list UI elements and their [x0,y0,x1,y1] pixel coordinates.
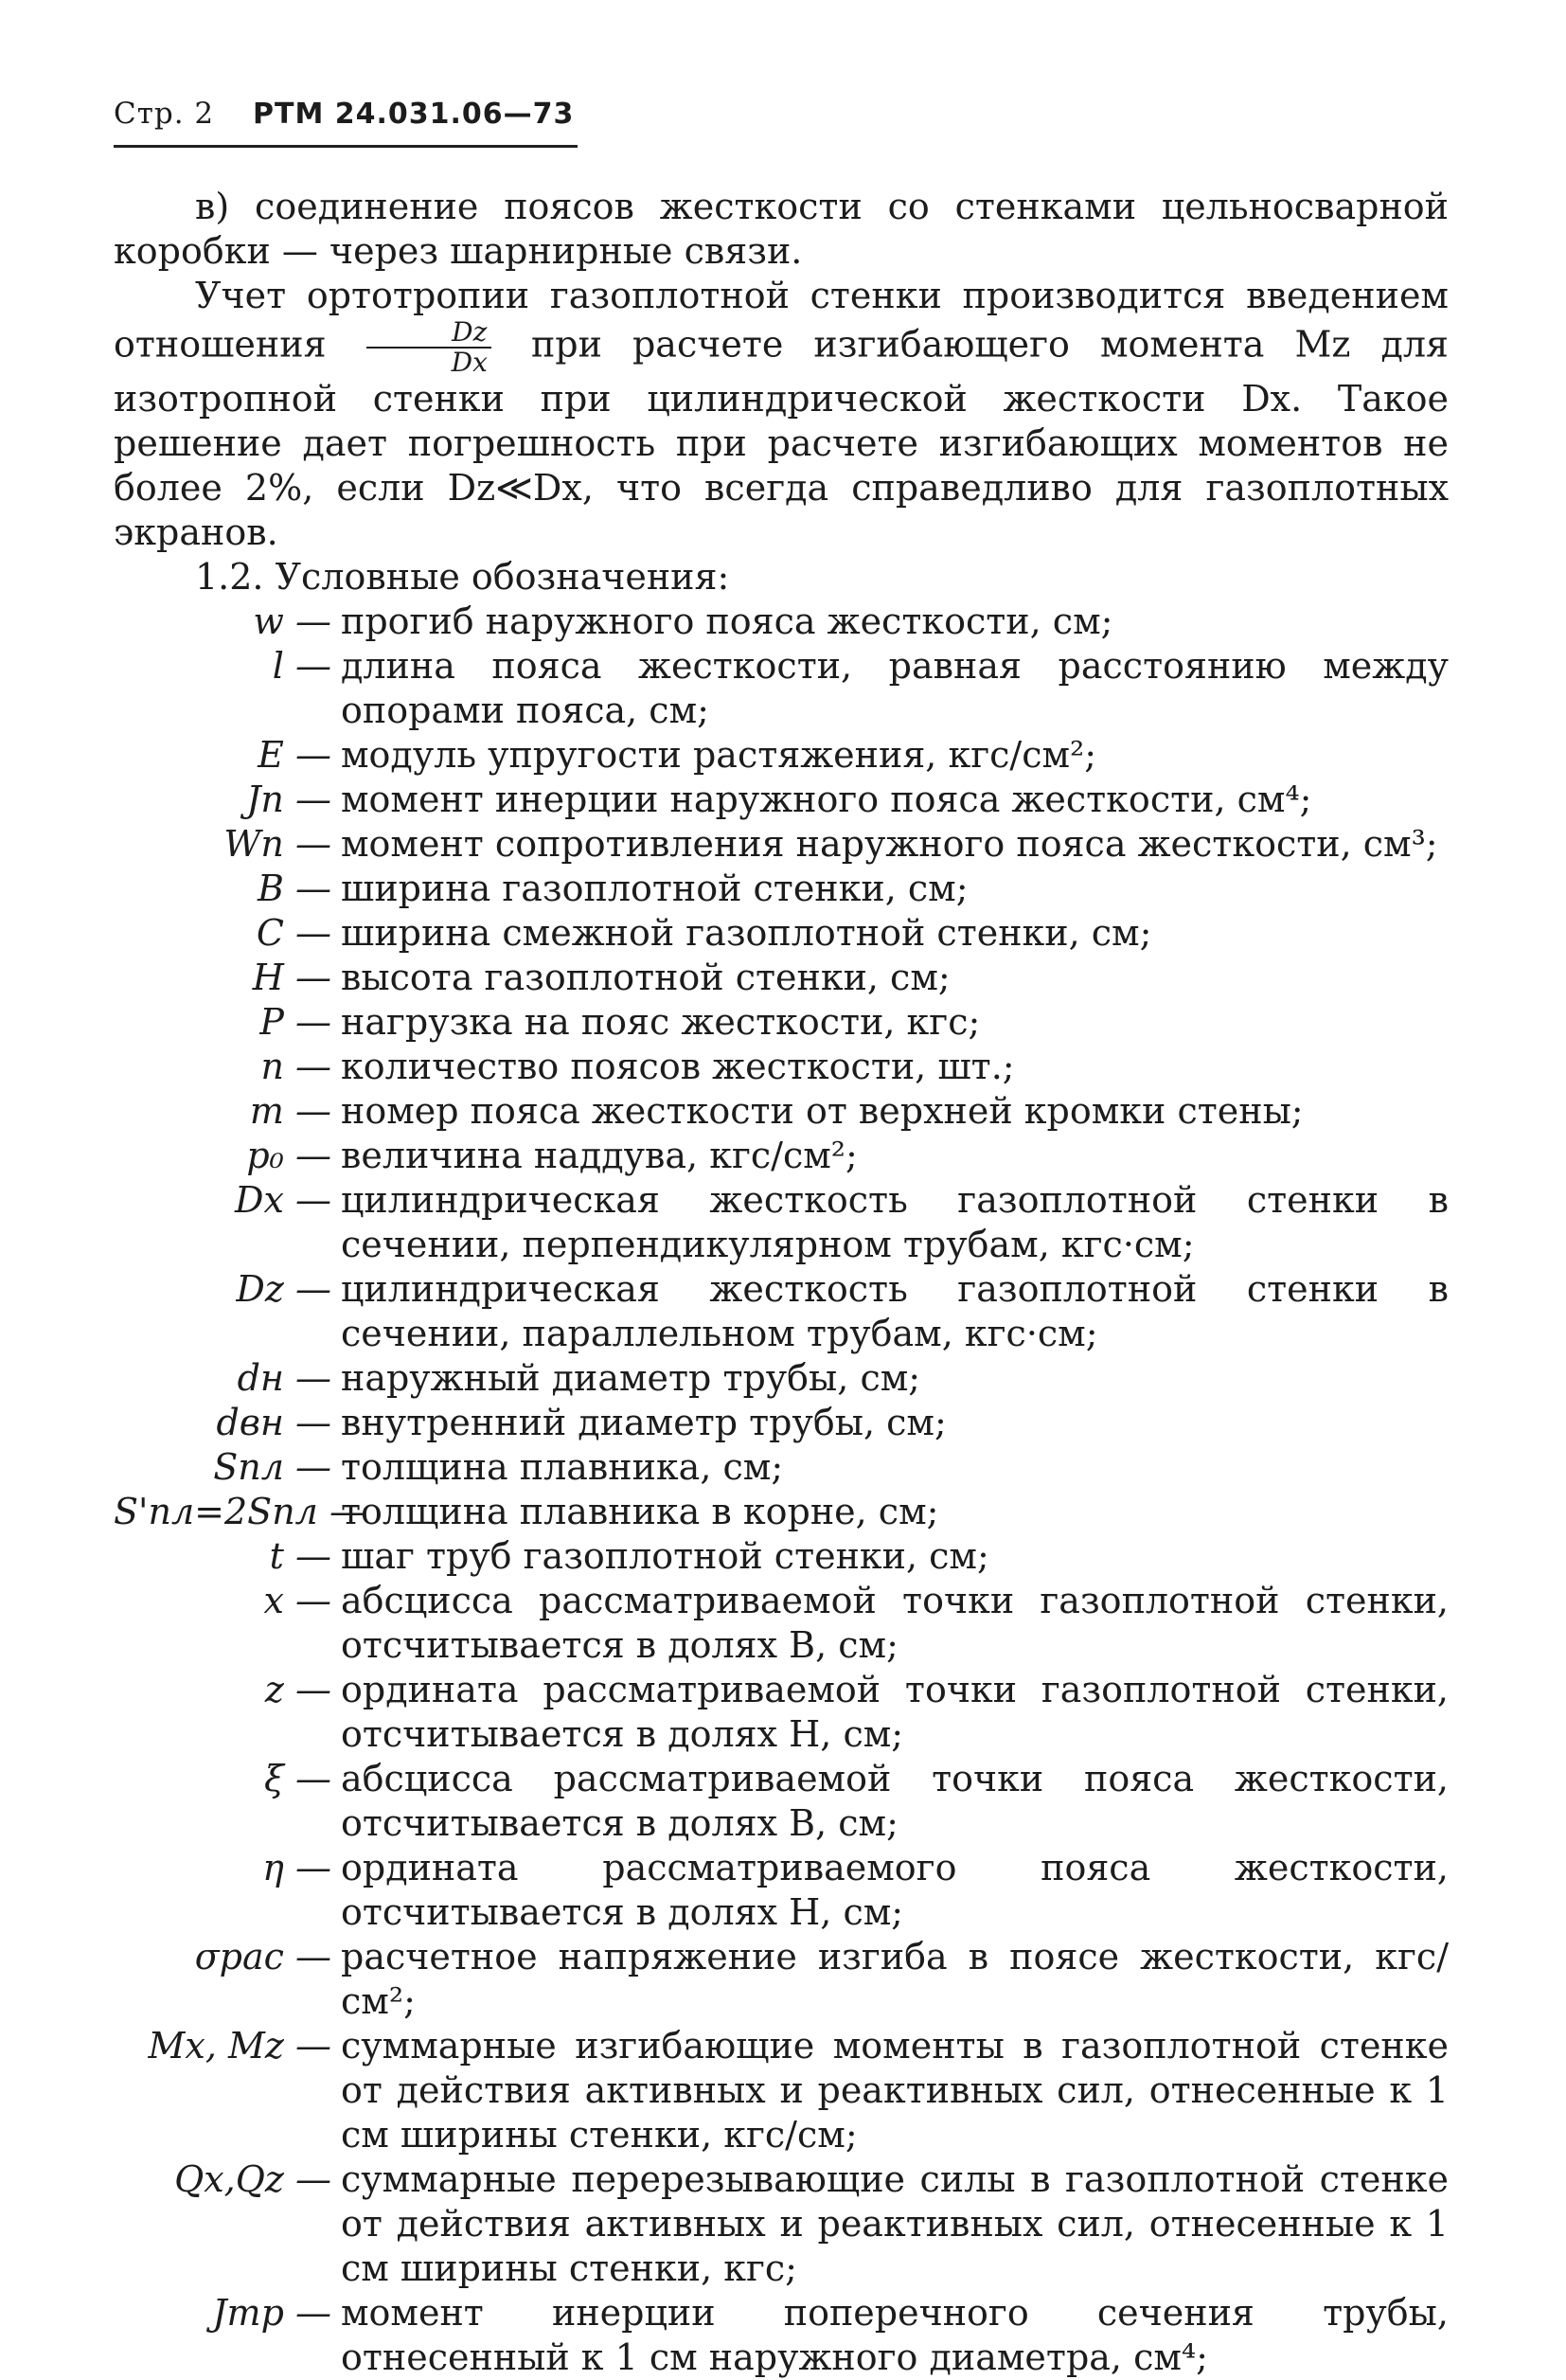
notation-item [114,1134,1449,1178]
notation-symbol: E — [258,734,331,776]
document-code: РТМ 24.031.06—73 [253,98,575,131]
notation-item [114,822,1449,867]
notation-description: ширина газоплотной стенки, см; [341,868,969,909]
notation-symbol: S'пл=2Sпл — [114,1491,365,1532]
notation-item [114,1401,1449,1445]
notation-symbol: η — [262,1847,331,1888]
notation-item [114,1757,1449,1846]
notation-item [114,911,1449,956]
paragraph-connection: в) соединение поясов жесткости со стенками цельносварной коробки — через шарнирные связи. [114,186,1449,272]
notation-symbol: x — [263,1580,331,1621]
notation-symbol: H — [252,957,331,998]
notation-symbol: Mx, Mz — [148,2025,331,2067]
notation-description: ордината рассматриваемой точки газоплотной стенки, отсчитывается в долях H, см; [341,1669,1449,1755]
notation-item [114,778,1449,822]
notation-symbol: t — [269,1535,331,1577]
notation-item [114,599,1449,644]
notation-list [114,599,1449,2380]
notation-description: номер пояса жесткости от верхней кромки стены; [341,1090,1304,1132]
notation-description: высота газоплотной стенки, см; [341,957,951,998]
notation-item [114,1490,1449,1534]
notation-item [114,2157,1449,2291]
notation-description: наружный диаметр трубы, см; [341,1357,921,1399]
notation-symbol: z — [264,1669,331,1710]
notation-description: толщина плавника в корне, см; [341,1491,939,1532]
notation-description: нагрузка на пояс жесткости, кгс; [341,1001,981,1043]
notation-description: момент инерции поперечного сечения трубы, отнесенный к 1 см наружного диаметра, см⁴; [341,2292,1449,2378]
notation-symbol: σрас — [194,1936,331,1977]
notation-description: абсцисса рассматриваемой точки газоплотной стенки, отсчитывается в долях B, см; [341,1580,1449,1666]
notation-description: длина пояса жесткости, равная расстоянию между опорами пояса, см; [341,645,1449,731]
notation-symbol: Qx,Qz — [174,2158,331,2200]
notation-item [114,1846,1449,1935]
notation-description: внутренний диаметр трубы, см; [341,1402,947,1443]
notation-item [114,1356,1449,1401]
notation-description: модуль упругости растяжения, кгс/см²; [341,734,1097,776]
fraction-denominator: Dx [451,347,488,378]
notation-item [114,2024,1449,2157]
notation-symbol: w — [253,600,331,642]
notation-symbol: dвн — [216,1402,331,1443]
notation-description: ширина смежной газоплотной стенки, см; [341,912,1152,954]
notation-symbol: B — [257,868,331,909]
notation-description: расчетное напряжение изгиба в поясе жесткости, кгс/см²; [341,1936,1449,2022]
stiffness-ratio-fraction [366,318,491,377]
notation-symbol: Sпл — [213,1446,331,1488]
notation-symbol: m — [249,1090,331,1132]
section-heading-notation: 1.2. Условные обозначения: [195,556,730,598]
notation-description: толщина плавника, см; [341,1446,784,1488]
notation-description: прогиб наружного пояса жесткости, см; [341,600,1113,642]
notation-item [114,1579,1449,1668]
notation-symbol: Jтр — [212,2292,331,2334]
notation-item [114,1935,1449,2024]
notation-description: цилиндрическая жесткость газоплотной стенки в сечении, параллельном трубам, кгс·см; [341,1268,1449,1354]
paragraph-orthotropy [114,274,1449,555]
page-number: Стр. 2 [114,97,215,131]
notation-description: суммарные перерезывающие силы в газоплотной стенке от действия активных и реактивных сил, отнесенные к 1 см ширины стенки, кгс; [341,2158,1449,2289]
notation-description: шаг труб газоплотной стенки, см; [341,1535,989,1577]
fraction-numerator: Dz [366,318,491,349]
notation-description: цилиндрическая жесткость газоплотной стенки в сечении, перпендикулярном трубам, кгс·см; [341,1179,1449,1265]
notation-item [114,1267,1449,1356]
page-header [114,85,578,148]
notation-symbol: n — [260,1046,331,1087]
notation-item [114,1045,1449,1089]
notation-symbol: ξ — [263,1758,331,1799]
notation-description: момент инерции наружного пояса жесткости, см⁴; [341,778,1312,820]
notation-description: количество поясов жесткости, шт.; [341,1046,1015,1087]
notation-symbol: l — [272,645,331,687]
notation-item [114,1534,1449,1579]
paragraph-orthotropy-end: при расчете изгибающего момента Mz для изотропной стенки при цилиндрической жесткости Dx. Такое решение дает погрешность при расчете изгибающих моментов не более 2%, если Dz≪Dx, что всегда справедливо для газоплотных экранов. [114,323,1449,553]
notation-symbol: P — [259,1001,331,1043]
notation-item [114,733,1449,778]
notation-item [114,1178,1449,1267]
notation-symbol: Dx — [235,1179,331,1221]
notation-symbol: dн — [237,1357,331,1399]
paragraph-orthotropy-start: Учет ортотропии газоплотной стенки производится введением отношения [114,275,1449,366]
notation-item [114,956,1449,1000]
page-body [114,185,1449,2380]
notation-description: абсцисса рассматриваемой точки пояса жесткости, отсчитывается в долях B, см; [341,1758,1449,1844]
notation-item [114,1668,1449,1757]
notation-item [114,1000,1449,1045]
notation-symbol: p₀ — [246,1135,331,1176]
notation-description: суммарные изгибающие моменты в газоплотной стенке от действия активных и реактивных сил, отнесенные к 1 см ширины стенки, кгс/см; [341,2025,1449,2156]
notation-symbol: Wп — [223,823,331,865]
notation-item [114,644,1449,733]
notation-symbol: Dz — [236,1268,331,1310]
notation-item [114,2291,1449,2380]
notation-item [114,1089,1449,1134]
notation-symbol: Jп — [246,778,331,820]
notation-symbol: C — [256,912,331,954]
notation-description: момент сопротивления наружного пояса жесткости, см³; [341,823,1438,865]
notation-description: ордината рассматриваемого пояса жесткости, отсчитывается в долях H, см; [341,1847,1449,1933]
notation-item [114,1445,1449,1490]
notation-description: величина наддува, кгс/см²; [341,1135,858,1176]
notation-item [114,867,1449,911]
